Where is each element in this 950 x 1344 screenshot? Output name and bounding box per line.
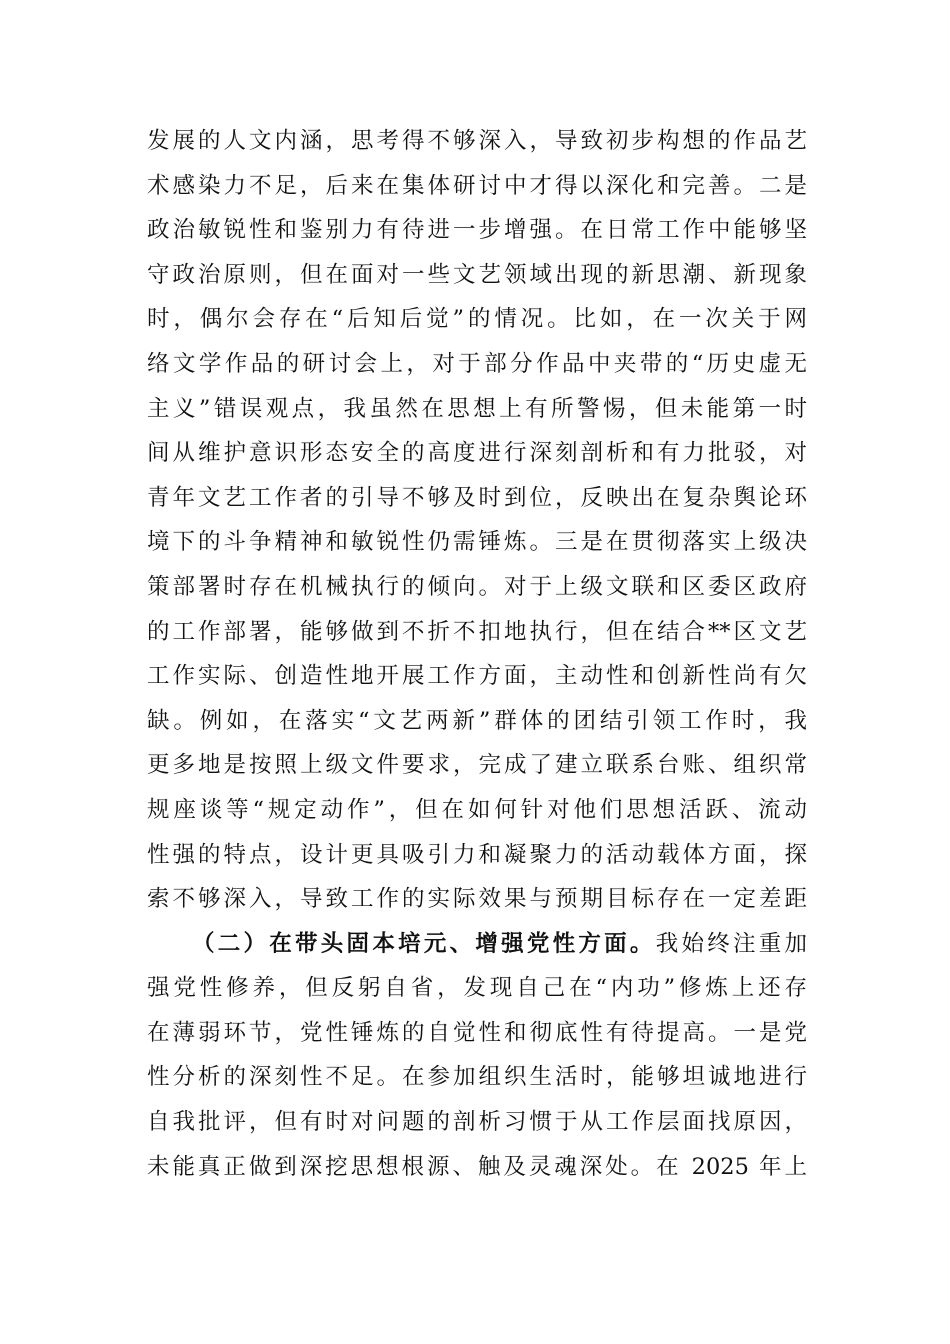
text-line: 守政治原则，但在面对一些文艺领域出现的新思潮、新现象	[147, 261, 807, 288]
text-line: 政治敏锐性和鉴别力有待进一步增强。在日常工作中能够坚	[147, 217, 807, 244]
text-line: 在薄弱环节，党性锤炼的自觉性和彻底性有待提高。一是党	[147, 1019, 807, 1046]
text-line: 缺。例如，在落实“文艺两新”群体的团结引领工作时，我	[147, 707, 807, 734]
text-line: 络文学作品的研讨会上，对于部分作品中夹带的“历史虚无	[147, 350, 807, 377]
text-line: 未能真正做到深挖思想根源、触及灵魂深处。在 2025 年上	[147, 1153, 807, 1180]
text-line: 更多地是按照上级文件要求，完成了建立联系台账、组织常	[147, 752, 807, 779]
body-text	[147, 119, 807, 1189]
text-line: 的工作部署，能够做到不折不扣地执行，但在结合**区文艺	[147, 618, 807, 645]
section-heading-tail: 我始终注重加	[655, 930, 807, 957]
text-line: 规座谈等“规定动作”，但在如何针对他们思想活跃、流动	[147, 796, 807, 823]
text-line: 性强的特点，设计更具吸引力和凝聚力的活动载体方面，探	[147, 841, 807, 868]
section-heading-line	[147, 922, 807, 967]
text-line: 工作实际、创造性地开展工作方面，主动性和创新性尚有欠	[147, 663, 807, 690]
text-line: 策部署时存在机械执行的倾向。对于上级文联和区委区政府	[147, 573, 807, 600]
text-line: 间从维护意识形态安全的高度进行深刻剖析和有力批驳，对	[147, 440, 807, 467]
text-line: 自我批评，但有时对问题的剖析习惯于从工作层面找原因，	[147, 1109, 807, 1136]
text-line: 主义”错误观点，我虽然在思想上有所警惕，但未能第一时	[147, 395, 807, 422]
text-line: 索不够深入，导致工作的实际效果与预期目标存在一定差距	[147, 886, 807, 913]
text-line: 性分析的深刻性不足。在参加组织生活时，能够坦诚地进行	[147, 1064, 807, 1091]
section-heading: （二）在带头固本培元、增强党性方面。	[192, 930, 656, 957]
text-line: 时，偶尔会存在“后知后觉”的情况。比如，在一次关于网	[147, 306, 807, 333]
text-line: 强党性修养，但反躬自省，发现自己在“内功”修炼上还存	[147, 975, 807, 1002]
text-line: 青年文艺工作者的引导不够及时到位，反映出在复杂舆论环	[147, 484, 807, 511]
text-line: 境下的斗争精神和敏锐性仍需锤炼。三是在贯彻落实上级决	[147, 529, 807, 556]
text-line: 发展的人文内涵，思考得不够深入，导致初步构想的作品艺	[147, 128, 807, 154]
text-line: 术感染力不足，后来在集体研讨中才得以深化和完善。二是	[147, 172, 807, 199]
